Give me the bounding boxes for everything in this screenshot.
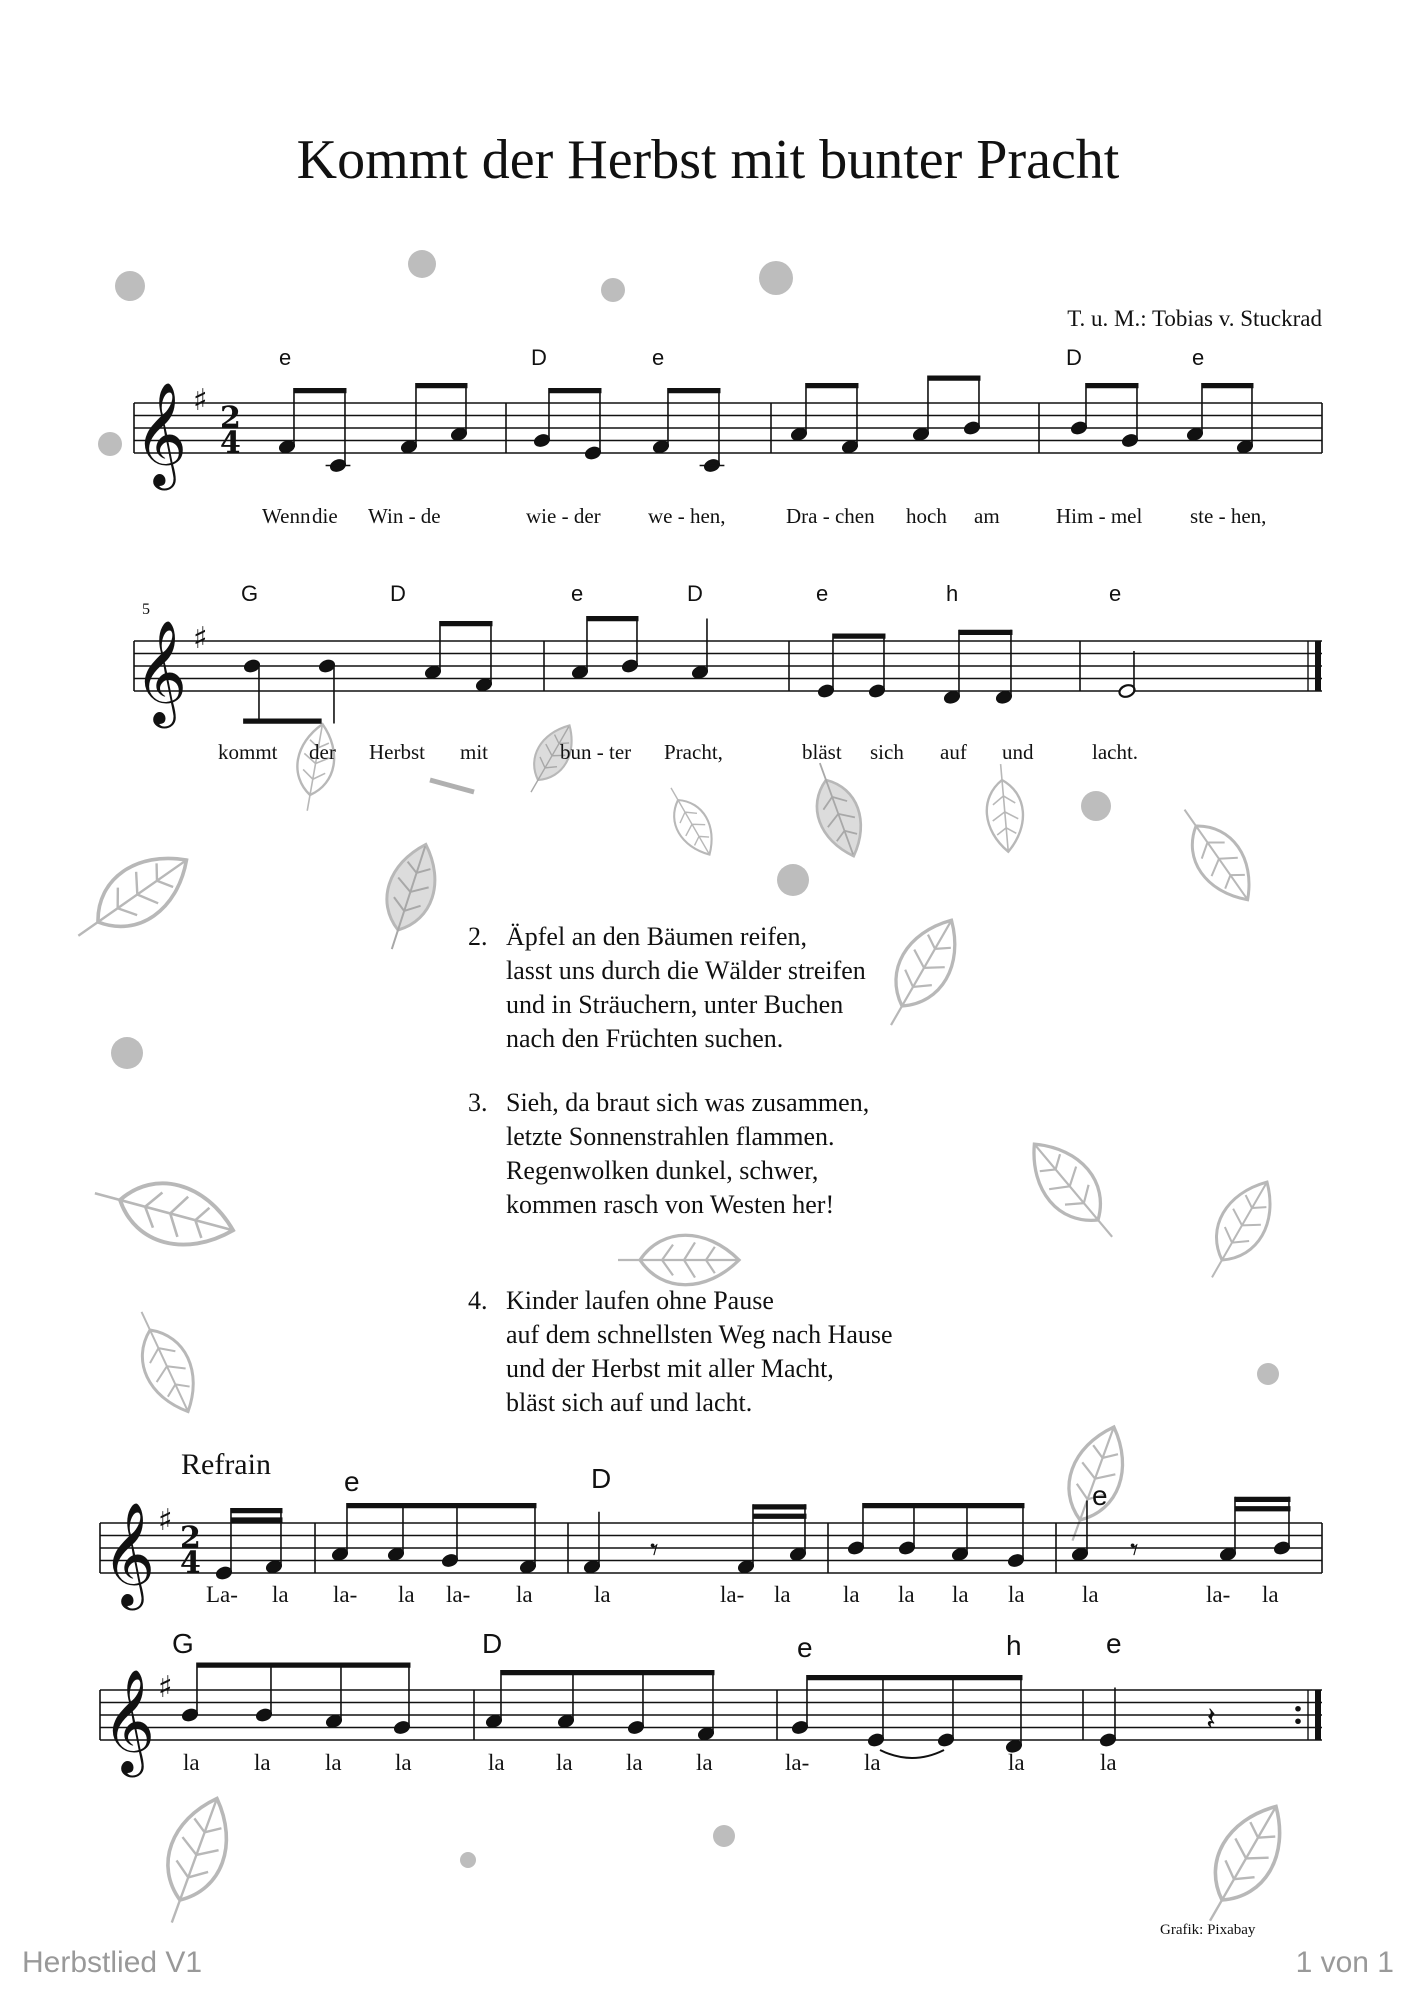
- beam: [347, 1503, 536, 1508]
- chord-symbol: e: [571, 581, 584, 606]
- beam: [1086, 383, 1139, 388]
- eighth-rest: 𝄾: [1130, 1530, 1139, 1569]
- verse-line: lasst uns durch die Wälder streifen: [506, 956, 866, 985]
- beam: [959, 630, 1013, 635]
- beam: [668, 388, 721, 393]
- beam: [549, 388, 602, 393]
- lyric-syllable: la: [864, 1750, 881, 1775]
- verse-line: auf dem schnellsten Weg nach Hause: [506, 1320, 893, 1349]
- time-signature-numerator: 2: [220, 400, 241, 436]
- lyric-syllable: la: [325, 1750, 342, 1775]
- lyric-syllable: ste - hen,: [1190, 504, 1267, 528]
- verse-line: Äpfel an den Bäumen reifen,: [506, 922, 808, 951]
- chord-symbol: e: [1106, 1628, 1122, 1659]
- beam: [863, 1503, 1025, 1508]
- lyric-syllable: la: [774, 1582, 791, 1607]
- lyric-syllable: Pracht,: [664, 740, 723, 764]
- time-signature-numerator: 2: [180, 1520, 201, 1556]
- lyric-syllable: la: [1082, 1582, 1099, 1607]
- author-credit: T. u. M.: Tobias v. Stuckrad: [1067, 306, 1322, 331]
- verse-line: Sieh, da braut sich was zusammen,: [506, 1088, 870, 1117]
- lyric-syllable: la-: [1206, 1582, 1231, 1607]
- lyric-syllable: la-: [446, 1582, 471, 1607]
- lyric-syllable: la: [594, 1582, 611, 1607]
- tie: [880, 1750, 944, 1758]
- lyric-syllable: mit: [460, 740, 489, 764]
- lyric-syllable: la: [1100, 1750, 1117, 1775]
- lyric-syllable: la: [843, 1582, 860, 1607]
- chord-symbol: D: [1066, 345, 1082, 370]
- chord-symbol: e: [1109, 581, 1122, 606]
- lyric-syllable: am: [974, 504, 1000, 528]
- document-name-label: Herbstlied V1: [22, 1946, 203, 1979]
- lyric-syllable: la: [1008, 1750, 1025, 1775]
- beam: [501, 1670, 714, 1675]
- chord-symbol: G: [172, 1628, 194, 1659]
- lyric-syllable: la-: [785, 1750, 810, 1775]
- lyric-syllable: hoch: [906, 504, 947, 528]
- lyric-syllable: Win - de: [368, 504, 441, 528]
- lyric-syllable: wie - der: [526, 504, 601, 528]
- lyric-syllable: der: [309, 740, 336, 764]
- chord-symbol: D: [531, 345, 547, 370]
- refrain-label: Refrain: [181, 1448, 271, 1481]
- beam: [243, 719, 322, 724]
- song-title: Kommt der Herbst mit bunter Pracht: [296, 129, 1120, 191]
- lyric-syllable: la: [254, 1750, 271, 1775]
- chord-symbol: h: [946, 581, 959, 606]
- page-indicator: 1 von 1: [1295, 1946, 1394, 1979]
- beam: [294, 388, 347, 393]
- verse-line: nach den Früchten suchen.: [506, 1024, 784, 1053]
- lyric-syllable: la: [898, 1582, 915, 1607]
- lyric-syllable: la: [398, 1582, 415, 1607]
- chord-symbol: e: [652, 345, 665, 370]
- beam: [807, 1675, 1023, 1680]
- beam: [753, 1504, 807, 1509]
- lyric-syllable: Him - mel: [1056, 504, 1143, 528]
- treble-clef: 𝄞: [102, 1501, 156, 1607]
- lyric-syllable: la: [626, 1750, 643, 1775]
- beam: [806, 383, 859, 388]
- image-credit: Grafik: Pixabay: [1160, 1922, 1256, 1938]
- beam: [1202, 383, 1254, 388]
- chord-symbol: e: [816, 581, 829, 606]
- treble-clef: 𝄞: [102, 1668, 156, 1774]
- key-signature-sharp: ♯: [158, 1502, 173, 1538]
- quarter-rest: 𝄽: [1206, 1700, 1216, 1738]
- chord-symbol: D: [482, 1628, 503, 1659]
- lyric-syllable: la-: [333, 1582, 358, 1607]
- chord-symbol: D: [591, 1463, 612, 1494]
- beam: [833, 634, 886, 639]
- verse-line: und der Herbst mit aller Macht,: [506, 1354, 834, 1383]
- verse-line: Regenwolken dunkel, schwer,: [506, 1156, 819, 1185]
- lyric-syllable: sich: [870, 740, 904, 764]
- lyric-syllable: la: [952, 1582, 969, 1607]
- beam: [1235, 1497, 1291, 1502]
- lyric-syllable: la: [1008, 1582, 1025, 1607]
- chord-symbol: e: [344, 1466, 360, 1497]
- chord-symbol: e: [1092, 1480, 1108, 1511]
- key-signature-sharp: ♯: [193, 382, 208, 418]
- lyric-syllable: lacht.: [1092, 740, 1139, 764]
- lyric-syllable: Herbst: [369, 740, 425, 764]
- lyric-syllable: bun - ter: [560, 740, 632, 764]
- time-signature-denominator: 4: [220, 425, 241, 461]
- verse-line: kommen rasch von Westen her!: [506, 1190, 835, 1219]
- lyric-syllable: la: [272, 1582, 289, 1607]
- beam: [1235, 1506, 1291, 1511]
- beam: [416, 383, 468, 388]
- lyric-syllable: la: [395, 1750, 412, 1775]
- lyric-syllable: la-: [720, 1582, 745, 1607]
- chord-symbol: e: [279, 345, 292, 370]
- chord-symbol: h: [1006, 1630, 1022, 1661]
- lyric-syllable: la: [183, 1750, 200, 1775]
- time-signature-denominator: 4: [180, 1545, 201, 1581]
- beam: [197, 1663, 411, 1668]
- lyric-syllable: la: [516, 1582, 533, 1607]
- chord-symbol: e: [1192, 345, 1205, 370]
- lyric-syllable: La-: [206, 1582, 238, 1607]
- verse-number: 4.: [468, 1286, 488, 1315]
- final-bar-thick: [1315, 1690, 1321, 1740]
- beam: [753, 1514, 807, 1519]
- beam: [231, 1508, 283, 1513]
- beam: [928, 376, 981, 381]
- lyric-syllable: die: [312, 504, 338, 528]
- lyric-syllable: la: [488, 1750, 505, 1775]
- lyric-syllable: we - hen,: [648, 504, 726, 528]
- lyric-syllable: bläst: [802, 740, 842, 764]
- key-signature-sharp: ♯: [193, 620, 208, 656]
- lyric-syllable: Dra - chen: [786, 504, 875, 528]
- chord-symbol: G: [241, 581, 259, 606]
- chord-symbol: D: [687, 581, 703, 606]
- repeat-dot: [1295, 1706, 1301, 1712]
- lyric-syllable: und: [1002, 740, 1034, 764]
- chord-symbol: D: [390, 581, 406, 606]
- lyric-syllable: la: [1262, 1582, 1279, 1607]
- lyric-syllable: la: [696, 1750, 713, 1775]
- eighth-rest: 𝄾: [650, 1530, 659, 1569]
- chord-symbol: e: [797, 1632, 813, 1663]
- lyric-syllable: Wenn: [262, 504, 311, 528]
- verse-line: letzte Sonnenstrahlen flammen.: [506, 1122, 835, 1151]
- beam: [587, 616, 639, 621]
- lyric-syllable: la: [556, 1750, 573, 1775]
- verse-number: 3.: [468, 1088, 488, 1117]
- verse-line: Kinder laufen ohne Pause: [506, 1286, 774, 1315]
- treble-clef: 𝄞: [134, 619, 188, 725]
- treble-clef: 𝄞: [134, 381, 188, 487]
- lyric-syllable: kommt: [218, 740, 278, 764]
- verse-line: und in Sträuchern, unter Buchen: [506, 990, 844, 1019]
- final-bar-thick: [1315, 641, 1321, 691]
- repeat-dot: [1295, 1718, 1301, 1724]
- key-signature-sharp: ♯: [158, 1669, 173, 1705]
- verse-line: bläst sich auf und lacht.: [506, 1388, 753, 1417]
- beam: [440, 621, 493, 626]
- measure-number: 5: [142, 601, 150, 618]
- lyric-syllable: auf: [940, 740, 967, 764]
- verse-number: 2.: [468, 922, 488, 951]
- beam: [231, 1517, 283, 1522]
